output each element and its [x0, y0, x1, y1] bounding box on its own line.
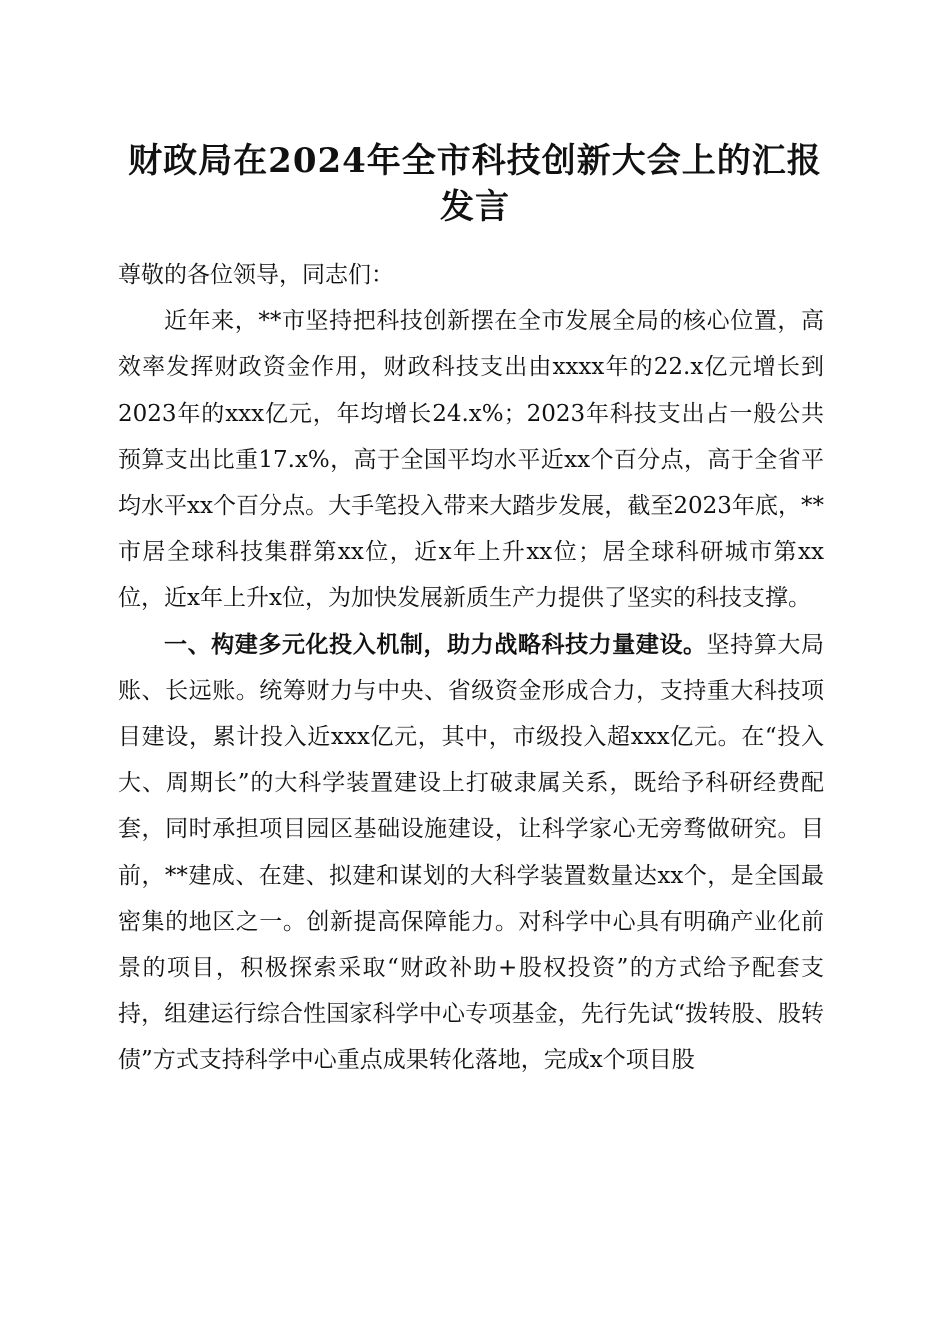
paragraph-intro-text: 近年来，**市坚持把科技创新摆在全市发展全局的核心位置，高效率发挥财政资金作用，财政科技支出由xxxx年的22.x亿元增长到2023年的xxx亿元，年均增长24.x%；2023年科技支出占一般公共预算支出比重17.x%，高于全国平均水平近xx个百分点，高于全省平均水平xx个百分点。大手笔投入带来大踏步发展，截至2023年底，**市居全球科技集群第xx位，近x年上升xx位；居全球科研城市第xx位，近x年上升x位，为加快发展新质生产力提供了坚实的科技支撑。: [118, 308, 824, 612]
salutation: 尊敬的各位领导，同志们：: [118, 262, 394, 288]
section-one-text: 坚持算大局账、长远账。统筹财力与中央、省级资金形成合力，支持重大科技项目建设，累计投入近xxx亿元，其中，市级投入超xxx亿元。在“投入大、周期长”的大科学装置建设上打破隶属关系，既给予科研经费配套，同时承担项目园区基础设施建设，让科学家心无旁骛做研究。目前，**建成、在建、拟建和谋划的大科学装置数量达xx个，是全国最密集的地区之一。创新提高保障能力。对科学中心具有明确产业化前景的项目，积极探索采取“财政补助+股权投资”的方式给予配套支持，组建运行综合性国家科学中心专项基金，先行先试“拨转股、股转债”方式支持科学中心重点成果转化落地，完成x个项目股: [118, 631, 825, 1074]
paragraph-intro: [118, 298, 824, 621]
paragraph-section-one: [118, 622, 824, 1084]
document-body: [118, 252, 824, 1084]
document-title: 财政局在2024年全市科技创新大会上的汇报发言: [128, 141, 822, 227]
section-one-heading: 一、构建多元化投入机制，助力战略科技力量建设。: [164, 631, 707, 658]
